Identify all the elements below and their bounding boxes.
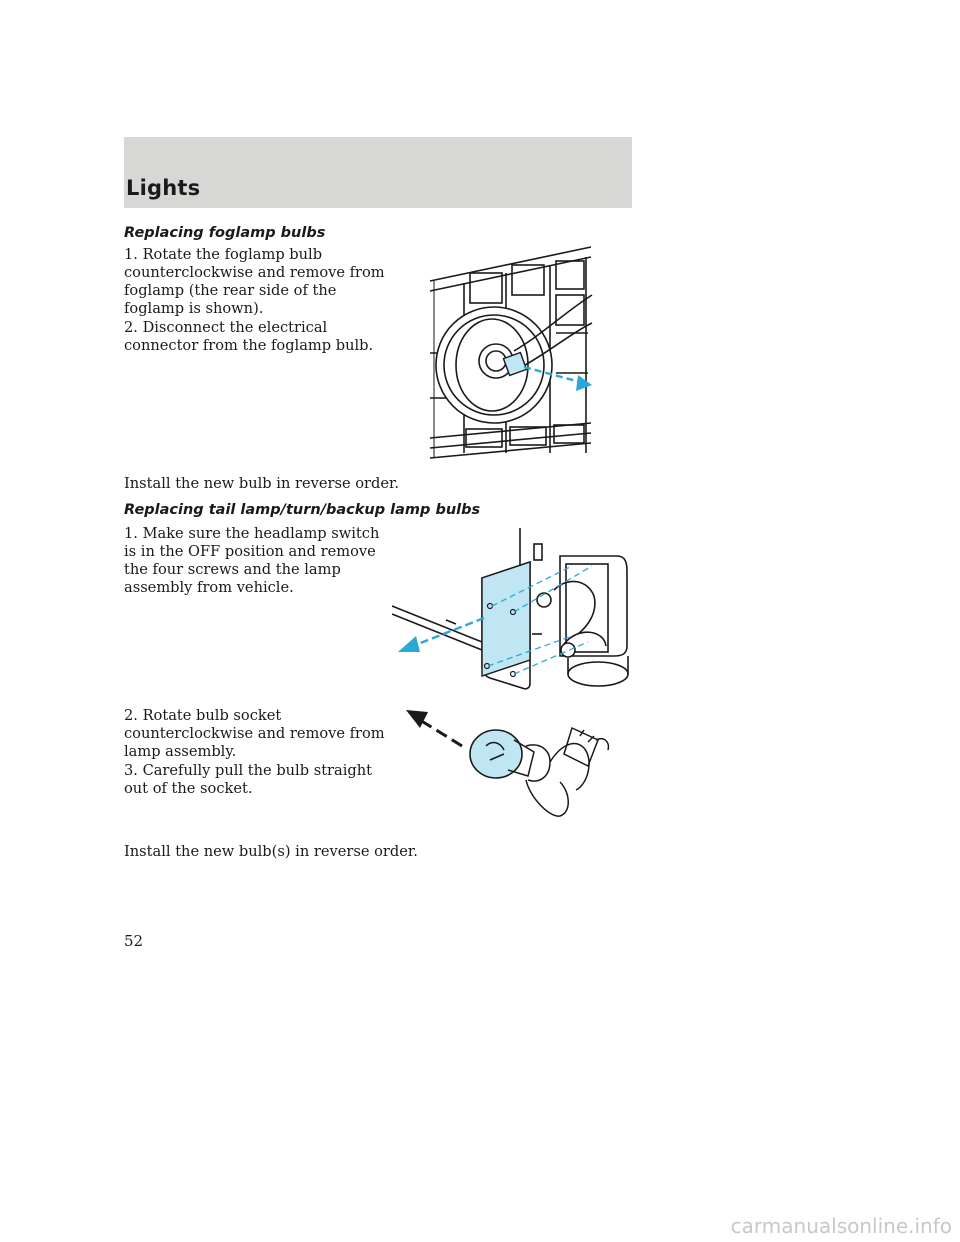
foglamp-install: Install the new bulb in reverse order. xyxy=(124,475,399,492)
foglamp-step-1: 1. Rotate the foglamp bulb counterclockwise and remove from foglamp (the rear side of the foglamp is shown). xyxy=(124,246,385,317)
page-number: 52 xyxy=(124,932,144,950)
taillamp-heading: Replacing tail lamp/turn/backup lamp bulbs xyxy=(124,502,481,518)
taillamp-step-3: 3. Carefully pull the bulb straight out of the socket. xyxy=(124,762,373,797)
tail-lamp-assembly-illustration xyxy=(392,526,630,694)
foglamp-heading: Replacing foglamp bulbs xyxy=(124,225,326,241)
foglamp-step-2: 2. Disconnect the electrical connector from the foglamp bulb. xyxy=(124,319,374,354)
watermark: carmanualsonline.info xyxy=(730,1214,952,1238)
bulb-socket-illustration xyxy=(400,706,610,824)
foglamp-illustration xyxy=(426,243,594,463)
section-title: Lights xyxy=(126,176,201,200)
taillamp-step-1: 1. Make sure the headlamp switch is in the OFF position and remove the four screws and the lamp assembly from vehicle. xyxy=(124,525,380,596)
taillamp-step-2: 2. Rotate bulb socket counterclockwise and remove from lamp assembly. xyxy=(124,707,385,760)
taillamp-install: Install the new bulb(s) in reverse order. xyxy=(124,843,418,860)
